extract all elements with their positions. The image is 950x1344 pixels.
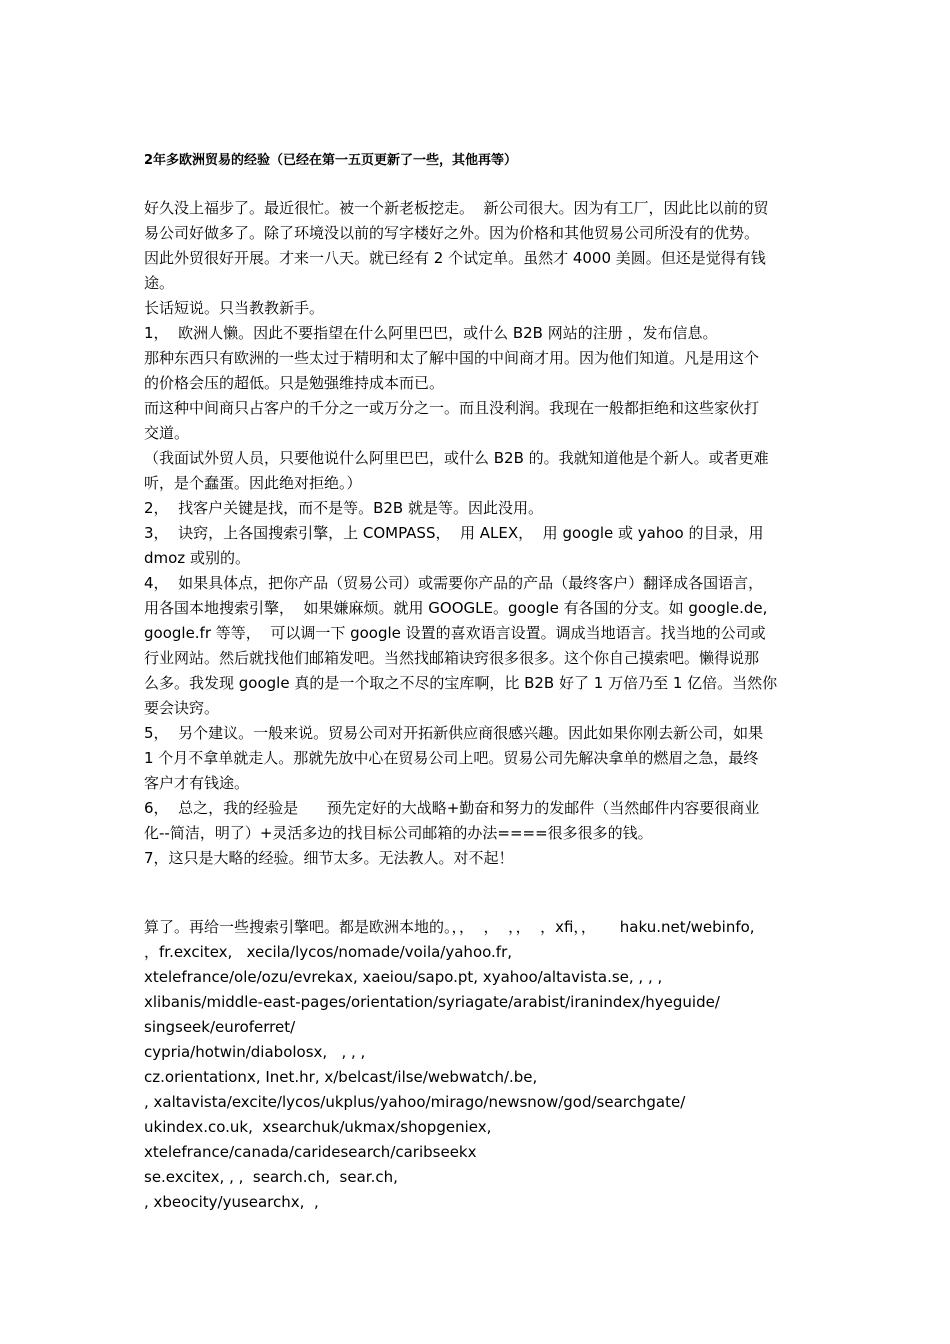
body-line: 7，这只是大略的经验。细节太多。无法教人。对不起！ — [144, 849, 514, 867]
article-body — [144, 196, 814, 871]
body-line: 化--简洁，明了）+灵活多边的找目标公司邮箱的办法====很多很多的钱。 — [144, 824, 653, 842]
body-line: 6， 总之，我的经验是 预先定好的大战略+勤奋和努力的发邮件（当然邮件内容要很商业 — [144, 799, 760, 817]
search-line: se.excitex, , , search.ch, sear.ch, — [144, 1168, 398, 1186]
body-line: 而这种中间商只占客户的千分之一或万分之一。而且没利润。我现在一般都拒绝和这些家伙打 — [144, 399, 760, 417]
body-line: 易公司好做多了。除了环境没以前的写字楼好之外。因为价格和其他贸易公司所没有的优势。 — [144, 224, 760, 242]
search-line: xtelefrance/ole/ozu/evrekax, xaeiou/sapo.pt, xyahoo/altavista.se, , , , — [144, 968, 663, 986]
search-line: cz.orientationx, Inet.hr, x/belcast/ilse/webwatch/.be, — [144, 1068, 538, 1086]
body-line: 2， 找客户关键是找，而不是等。B2B 就是等。因此没用。 — [144, 499, 543, 517]
search-line: , xaltavista/excite/lycos/ukplus/yahoo/mirago/newsnow/god/searchgate/ — [144, 1093, 686, 1111]
search-line: ukindex.co.uk, xsearchuk/ukmax/shopgeniex, — [144, 1118, 492, 1136]
search-line: 算了。再给一些搜索引擎吧。都是欧洲本地的。，， ， ，， ，xfi，， haku.net/webinfo, — [144, 918, 755, 936]
body-line: 听，是个蠢蛋。因此绝对拒绝。） — [144, 474, 362, 492]
search-line: singseek/euroferret/ — [144, 1018, 296, 1036]
body-line: google.fr 等等， 可以调一下 google 设置的喜欢语言设置。调成当地语言。找当地的公司或 — [144, 624, 766, 642]
body-line: 1 个月不拿单就走人。那就先放中心在贸易公司上吧。贸易公司先解决拿单的燃眉之急，最终 — [144, 749, 759, 767]
body-line: 1， 欧洲人懒。因此不要指望在什么阿里巴巴，或什么 B2B 网站的注册 ，发布信息。 — [144, 324, 718, 342]
body-line: 4， 如果具体点，把你产品（贸易公司）或需要你产品的产品（最终客户）翻译成各国语言， — [144, 574, 764, 592]
body-line: 行业网站。然后就找他们邮箱发吧。当然找邮箱诀窍很多很多。这个你自己摸索吧。懒得说那 — [144, 649, 760, 667]
body-line: dmoz 或别的。 — [144, 549, 250, 567]
search-line: ，fr.excitex, xecila/lycos/nomade/voila/yahoo.fr, — [144, 943, 513, 961]
body-line: 客户才有钱途。 — [144, 774, 250, 792]
search-line: cypria/hotwin/diabolosx, , , , — [144, 1043, 366, 1061]
body-line: 途。 — [144, 274, 175, 292]
body-line: 3， 诀窍，上各国搜索引擎，上 COMPASS， 用 ALEX， 用 google 或 yahoo 的目录，用 — [144, 524, 764, 542]
search-line: , xbeocity/yusearchx, , — [144, 1193, 319, 1211]
body-line: 5， 另个建议。一般来说。贸易公司对开拓新供应商很感兴趣。因此如果你刚去新公司，如果 — [144, 724, 764, 742]
body-line: （我面试外贸人员，只要他说什么阿里巴巴，或什么 B2B 的。我就知道他是个新人。或者更难 — [144, 449, 769, 467]
search-engine-list — [144, 915, 814, 1215]
search-line: xtelefrance/canada/caridesearch/caribseekx — [144, 1143, 477, 1161]
body-line: 么多。我发现 google 真的是一个取之不尽的宝库啊，比 B2B 好了 1 万倍乃至 1 亿倍。当然你 — [144, 674, 778, 692]
body-line: 的价格会压的超低。只是勉强维持成本而已。 — [144, 374, 445, 392]
body-line: 长话短说。只当教教新手。 — [144, 299, 325, 317]
body-line: 要会诀窍。 — [144, 699, 220, 717]
body-line: 交道。 — [144, 424, 190, 442]
document-title: 2年多欧洲贸易的经验（已经在第一五页更新了一些，其他再等） — [144, 153, 518, 168]
body-line: 因此外贸很好开展。才来一八天。就已经有 2 个试定单。虽然才 4000 美圆。但还是觉得有钱 — [144, 249, 766, 267]
search-line: xlibanis/middle-east-pages/orientation/syriagate/arabist/iranindex/hyeguide/ — [144, 993, 720, 1011]
body-line: 那种东西只有欧洲的一些太过于精明和太了解中国的中间商才用。因为他们知道。凡是用这个 — [144, 349, 760, 367]
body-line: 用各国本地搜索引擎， 如果嫌麻烦。就用 GOOGLE。google 有各国的分支。如 google.de, — [144, 599, 768, 617]
body-line: 好久没上福步了。最近很忙。被一个新老板挖走。 新公司很大。因为有工厂，因此比以前的贸 — [144, 199, 769, 217]
